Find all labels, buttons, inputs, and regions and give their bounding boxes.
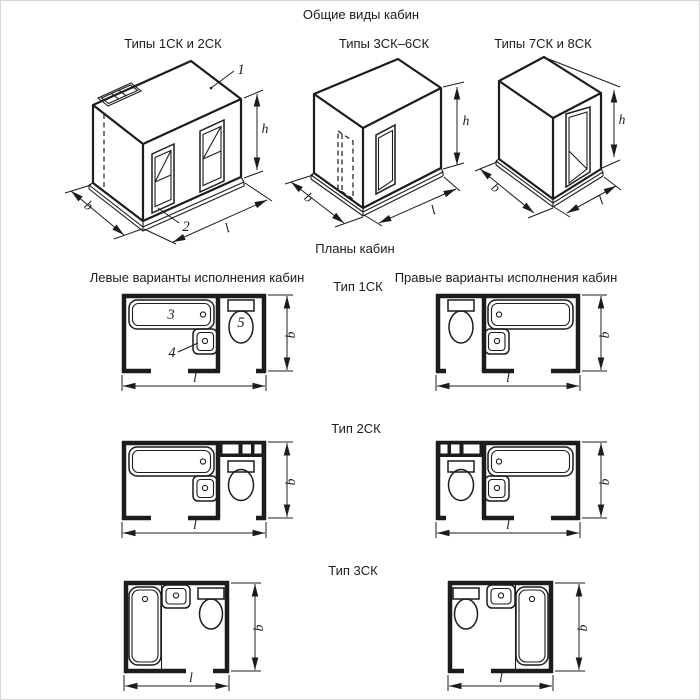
callout-roof-panel: 1 (237, 62, 245, 78)
svg-text:l: l (189, 670, 193, 685)
svg-text:b: b (597, 478, 612, 486)
hidden-door-symbol (338, 131, 353, 199)
door-symbol (200, 120, 224, 192)
callout-washbasin: 4 (168, 345, 176, 361)
svg-text:h: h (261, 121, 269, 136)
row-label-type-2sk: Тип 2СК (331, 421, 381, 436)
roof-vent-hatch (98, 83, 141, 106)
drawing-linework (1, 1, 699, 699)
dimension-b (231, 583, 266, 671)
plan-2sk-left (122, 441, 298, 538)
dimension-l (554, 177, 621, 217)
plan-1sk-right (436, 294, 612, 391)
plan-1sk-left (122, 294, 298, 391)
iso-label-1sk-2sk: Типы 1СК и 2СК (124, 36, 222, 51)
left-variants-title: Левые варианты исполнения кабин (89, 270, 305, 285)
callout-toilet: 5 (237, 315, 245, 331)
callout-bathtub: 3 (167, 307, 175, 323)
dimension-h (546, 58, 626, 168)
svg-text:l: l (595, 192, 607, 208)
doorway-symbol (566, 107, 590, 187)
svg-text:b: b (283, 331, 298, 339)
plans-title: Планы кабин (315, 241, 395, 256)
svg-text:l: l (499, 670, 503, 685)
iso-label-3sk-6sk: Типы 3СК–6СК (338, 36, 430, 51)
dimension-h (443, 82, 470, 169)
svg-text:b: b (251, 624, 266, 632)
svg-text:b: b (488, 179, 504, 196)
dimension-b (268, 295, 298, 371)
dimension-b (582, 295, 612, 371)
svg-text:l: l (506, 370, 510, 385)
svg-text:b: b (597, 331, 612, 339)
door-symbol (376, 125, 395, 194)
dimension-b (285, 175, 363, 227)
dimension-b (555, 583, 590, 671)
plan-3sk-right (448, 581, 590, 691)
row-label-type-1sk: Тип 1СК (333, 279, 383, 294)
svg-text:l: l (193, 370, 197, 385)
svg-text:l: l (193, 517, 197, 532)
svg-text:b: b (81, 197, 97, 214)
dimension-h (244, 90, 269, 178)
dimension-b (582, 442, 612, 518)
iso-view-types-3sk-6sk (285, 59, 470, 227)
base-plinth (311, 168, 443, 216)
svg-text:h: h (618, 112, 626, 127)
svg-text:b: b (283, 478, 298, 486)
right-variants-title: Правые варианты исполнения кабин (394, 270, 618, 285)
plan-2sk-right (436, 441, 612, 538)
plan-3sk-left (124, 581, 266, 691)
door-symbol (152, 144, 174, 213)
svg-text:l: l (506, 517, 510, 532)
svg-text:b: b (301, 189, 317, 206)
callout-base-panel: 2 (182, 219, 190, 235)
dimension-b (268, 442, 298, 518)
page-title: Общие виды кабин (302, 7, 420, 22)
iso-label-7sk-8sk: Типы 7СК и 8СК (494, 36, 592, 51)
svg-text:h: h (462, 113, 470, 128)
svg-text:b: b (575, 624, 590, 632)
svg-text:l: l (428, 202, 438, 218)
iso-view-types-1sk-2sk (65, 61, 272, 244)
svg-text:l: l (222, 220, 232, 236)
row-label-type-3sk: Тип 3СК (328, 563, 378, 578)
iso-view-types-7sk-8sk (475, 57, 626, 218)
